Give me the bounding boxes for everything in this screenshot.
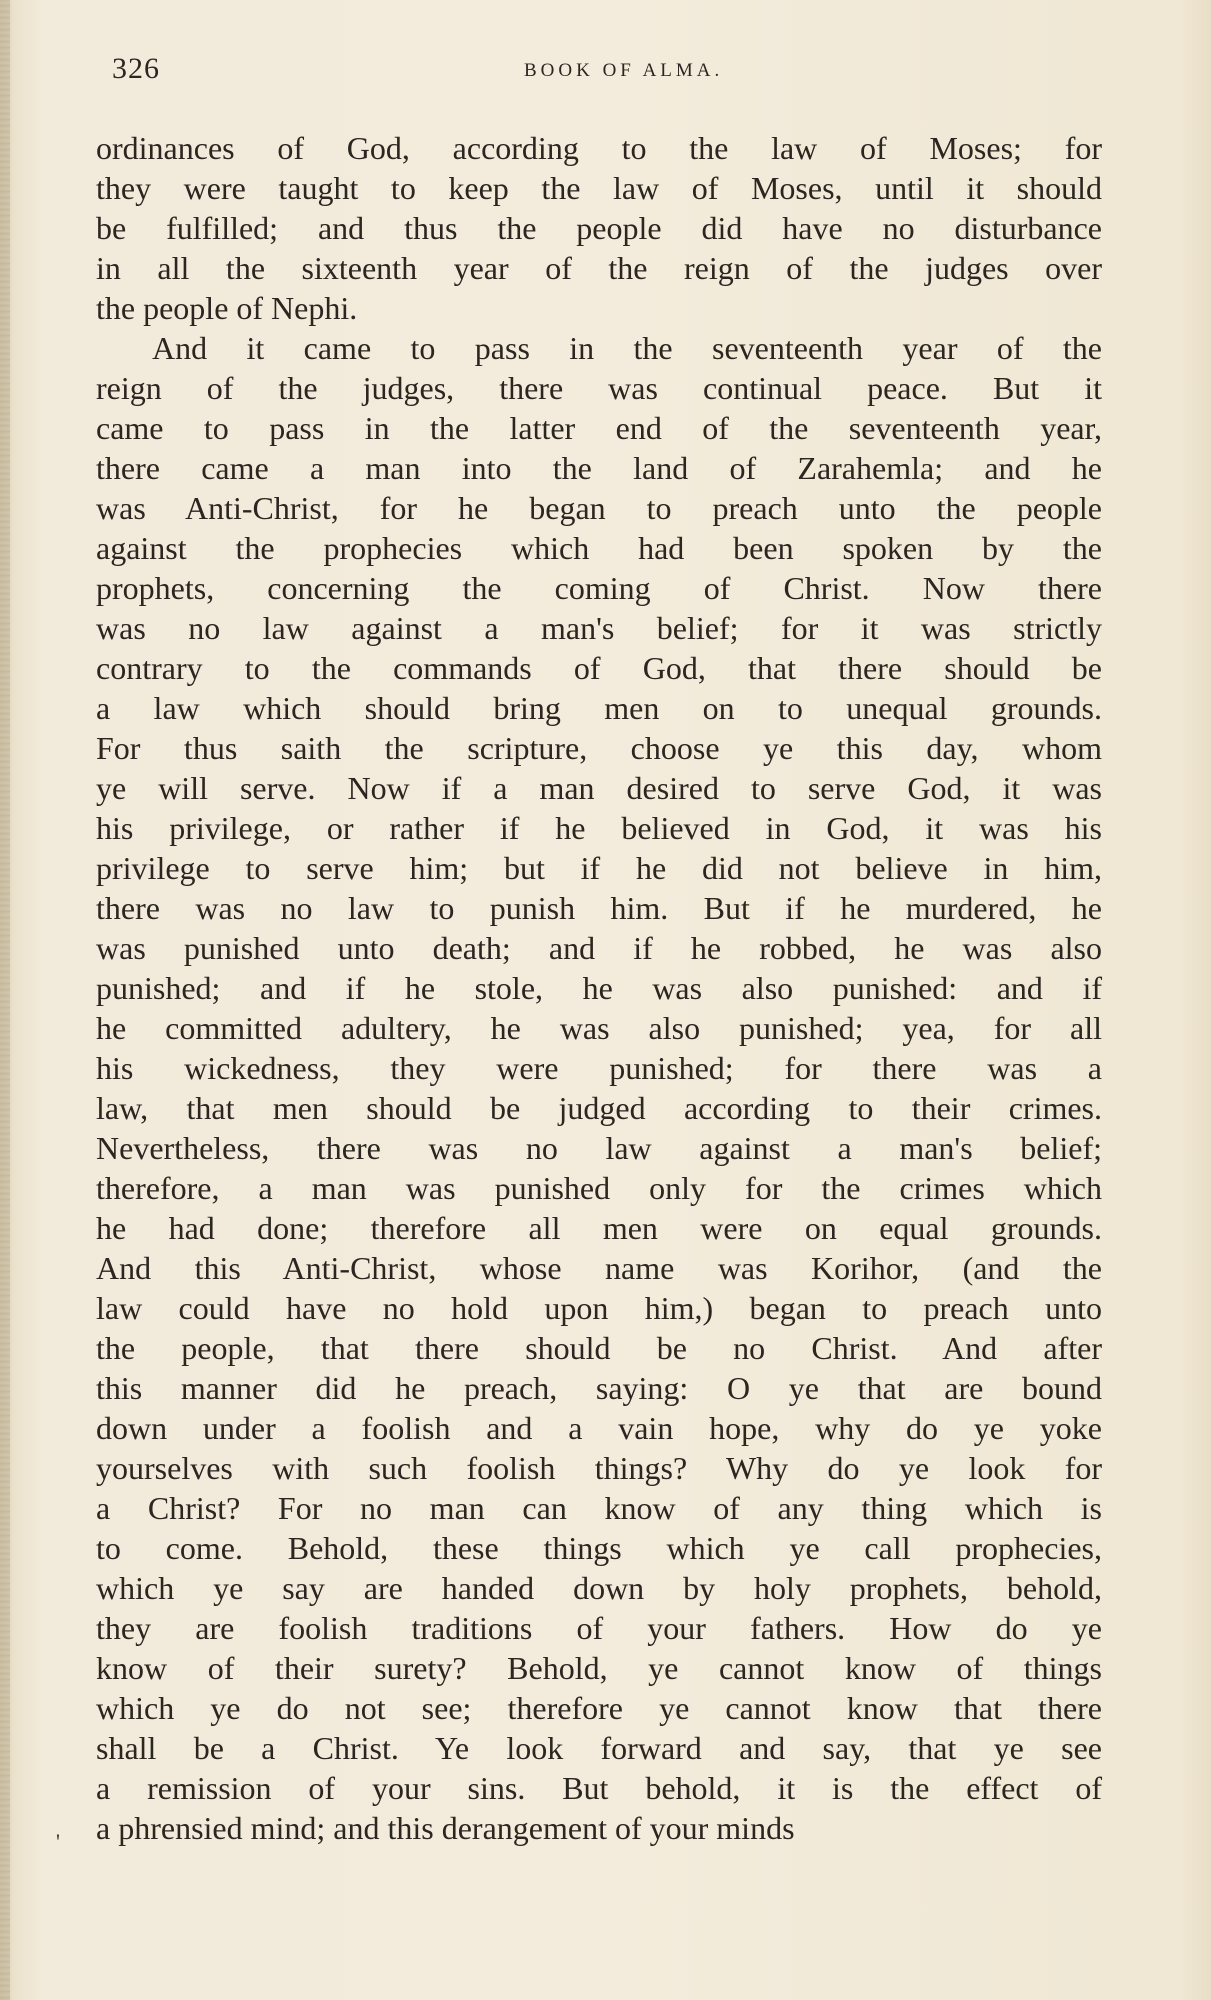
text-line: For thus saith the scripture, choose ye this day, whom (96, 730, 1102, 766)
text-line: punished; and if he stole, he was also punished: and if (96, 970, 1102, 1006)
text-line: a Christ? For no man can know of any thing which is (96, 1490, 1102, 1526)
text-line: And this Anti-Christ, whose name was Korihor, (and the (96, 1250, 1102, 1286)
text-line: the people, that there should be no Christ. And after (96, 1330, 1102, 1366)
text-line: they are foolish traditions of your fathers. How do ye (96, 1610, 1102, 1646)
text-line: ye will serve. Now if a man desired to serve God, it was (96, 770, 1102, 806)
text-line: privilege to serve him; but if he did not believe in him, (96, 850, 1102, 886)
text-line: there was no law to punish him. But if he murdered, he (96, 890, 1102, 926)
text-line: they were taught to keep the law of Moses, until it should (96, 170, 1102, 206)
text-line: law, that men should be judged according to their crimes. (96, 1090, 1102, 1126)
running-head (112, 52, 1112, 92)
paragraph (96, 128, 1102, 328)
text-line: was Anti-Christ, for he began to preach unto the people (96, 490, 1102, 526)
text-line: was punished unto death; and if he robbed, he was also (96, 930, 1102, 966)
body-text (96, 128, 1102, 1848)
text-line: which ye say are handed down by holy prophets, behold, (96, 1570, 1102, 1606)
text-line: ordinances of God, according to the law of Moses; for (96, 130, 1102, 166)
text-line: his privilege, or rather if he believed in God, it was his (96, 810, 1102, 846)
text-line: law could have no hold upon him,) began to preach unto (96, 1290, 1102, 1326)
text-line: be fulfilled; and thus the people did have no disturbance (96, 210, 1102, 246)
text-line: to come. Behold, these things which ye call prophecies, (96, 1530, 1102, 1566)
text-line: reign of the judges, there was continual peace. But it (96, 370, 1102, 406)
text-line: contrary to the commands of God, that there should be (96, 650, 1102, 686)
text-line: a law which should bring men on to unequal grounds. (96, 690, 1102, 726)
text-line: which ye do not see; therefore ye cannot know that there (96, 1690, 1102, 1726)
margin-mark: ' (56, 1829, 60, 1854)
text-line: he had done; therefore all men were on equal grounds. (96, 1210, 1102, 1246)
text-line: Nevertheless, there was no law against a man's belief; (96, 1130, 1102, 1166)
text-line: came to pass in the latter end of the seventeenth year, (96, 410, 1102, 446)
text-line: shall be a Christ. Ye look forward and say, that ye see (96, 1730, 1102, 1766)
text-line: his wickedness, they were punished; for there was a (96, 1050, 1102, 1086)
running-title: BOOK OF ALMA. (524, 60, 724, 81)
text-line: prophets, concerning the coming of Christ. Now there (96, 570, 1102, 606)
page-number: 326 (112, 52, 160, 85)
text-line: against the prophecies which had been spoken by the (96, 530, 1102, 566)
text-line: yourselves with such foolish things? Why do ye look for (96, 1450, 1102, 1486)
text-line: was no law against a man's belief; for it was strictly (96, 610, 1102, 646)
text-line: the people of Nephi. (96, 290, 358, 326)
text-line: down under a foolish and a vain hope, why do ye yoke (96, 1410, 1102, 1446)
text-line: this manner did he preach, saying: O ye that are bound (96, 1370, 1102, 1406)
text-line: he committed adultery, he was also punished; yea, for all (96, 1010, 1102, 1046)
text-line: a remission of your sins. But behold, it is the effect of (96, 1770, 1102, 1806)
text-line: there came a man into the land of Zarahemla; and he (96, 450, 1102, 486)
text-line: in all the sixteenth year of the reign of the judges over (96, 250, 1102, 286)
binding-edge (0, 0, 10, 2000)
paragraph (96, 328, 1102, 1848)
text-line: And it came to pass in the seventeenth year of the (152, 330, 1102, 366)
text-line: therefore, a man was punished only for the crimes which (96, 1170, 1102, 1206)
text-line: a phrensied mind; and this derangement of your minds (96, 1810, 795, 1846)
text-line: know of their surety? Behold, ye cannot know of things (96, 1650, 1102, 1686)
